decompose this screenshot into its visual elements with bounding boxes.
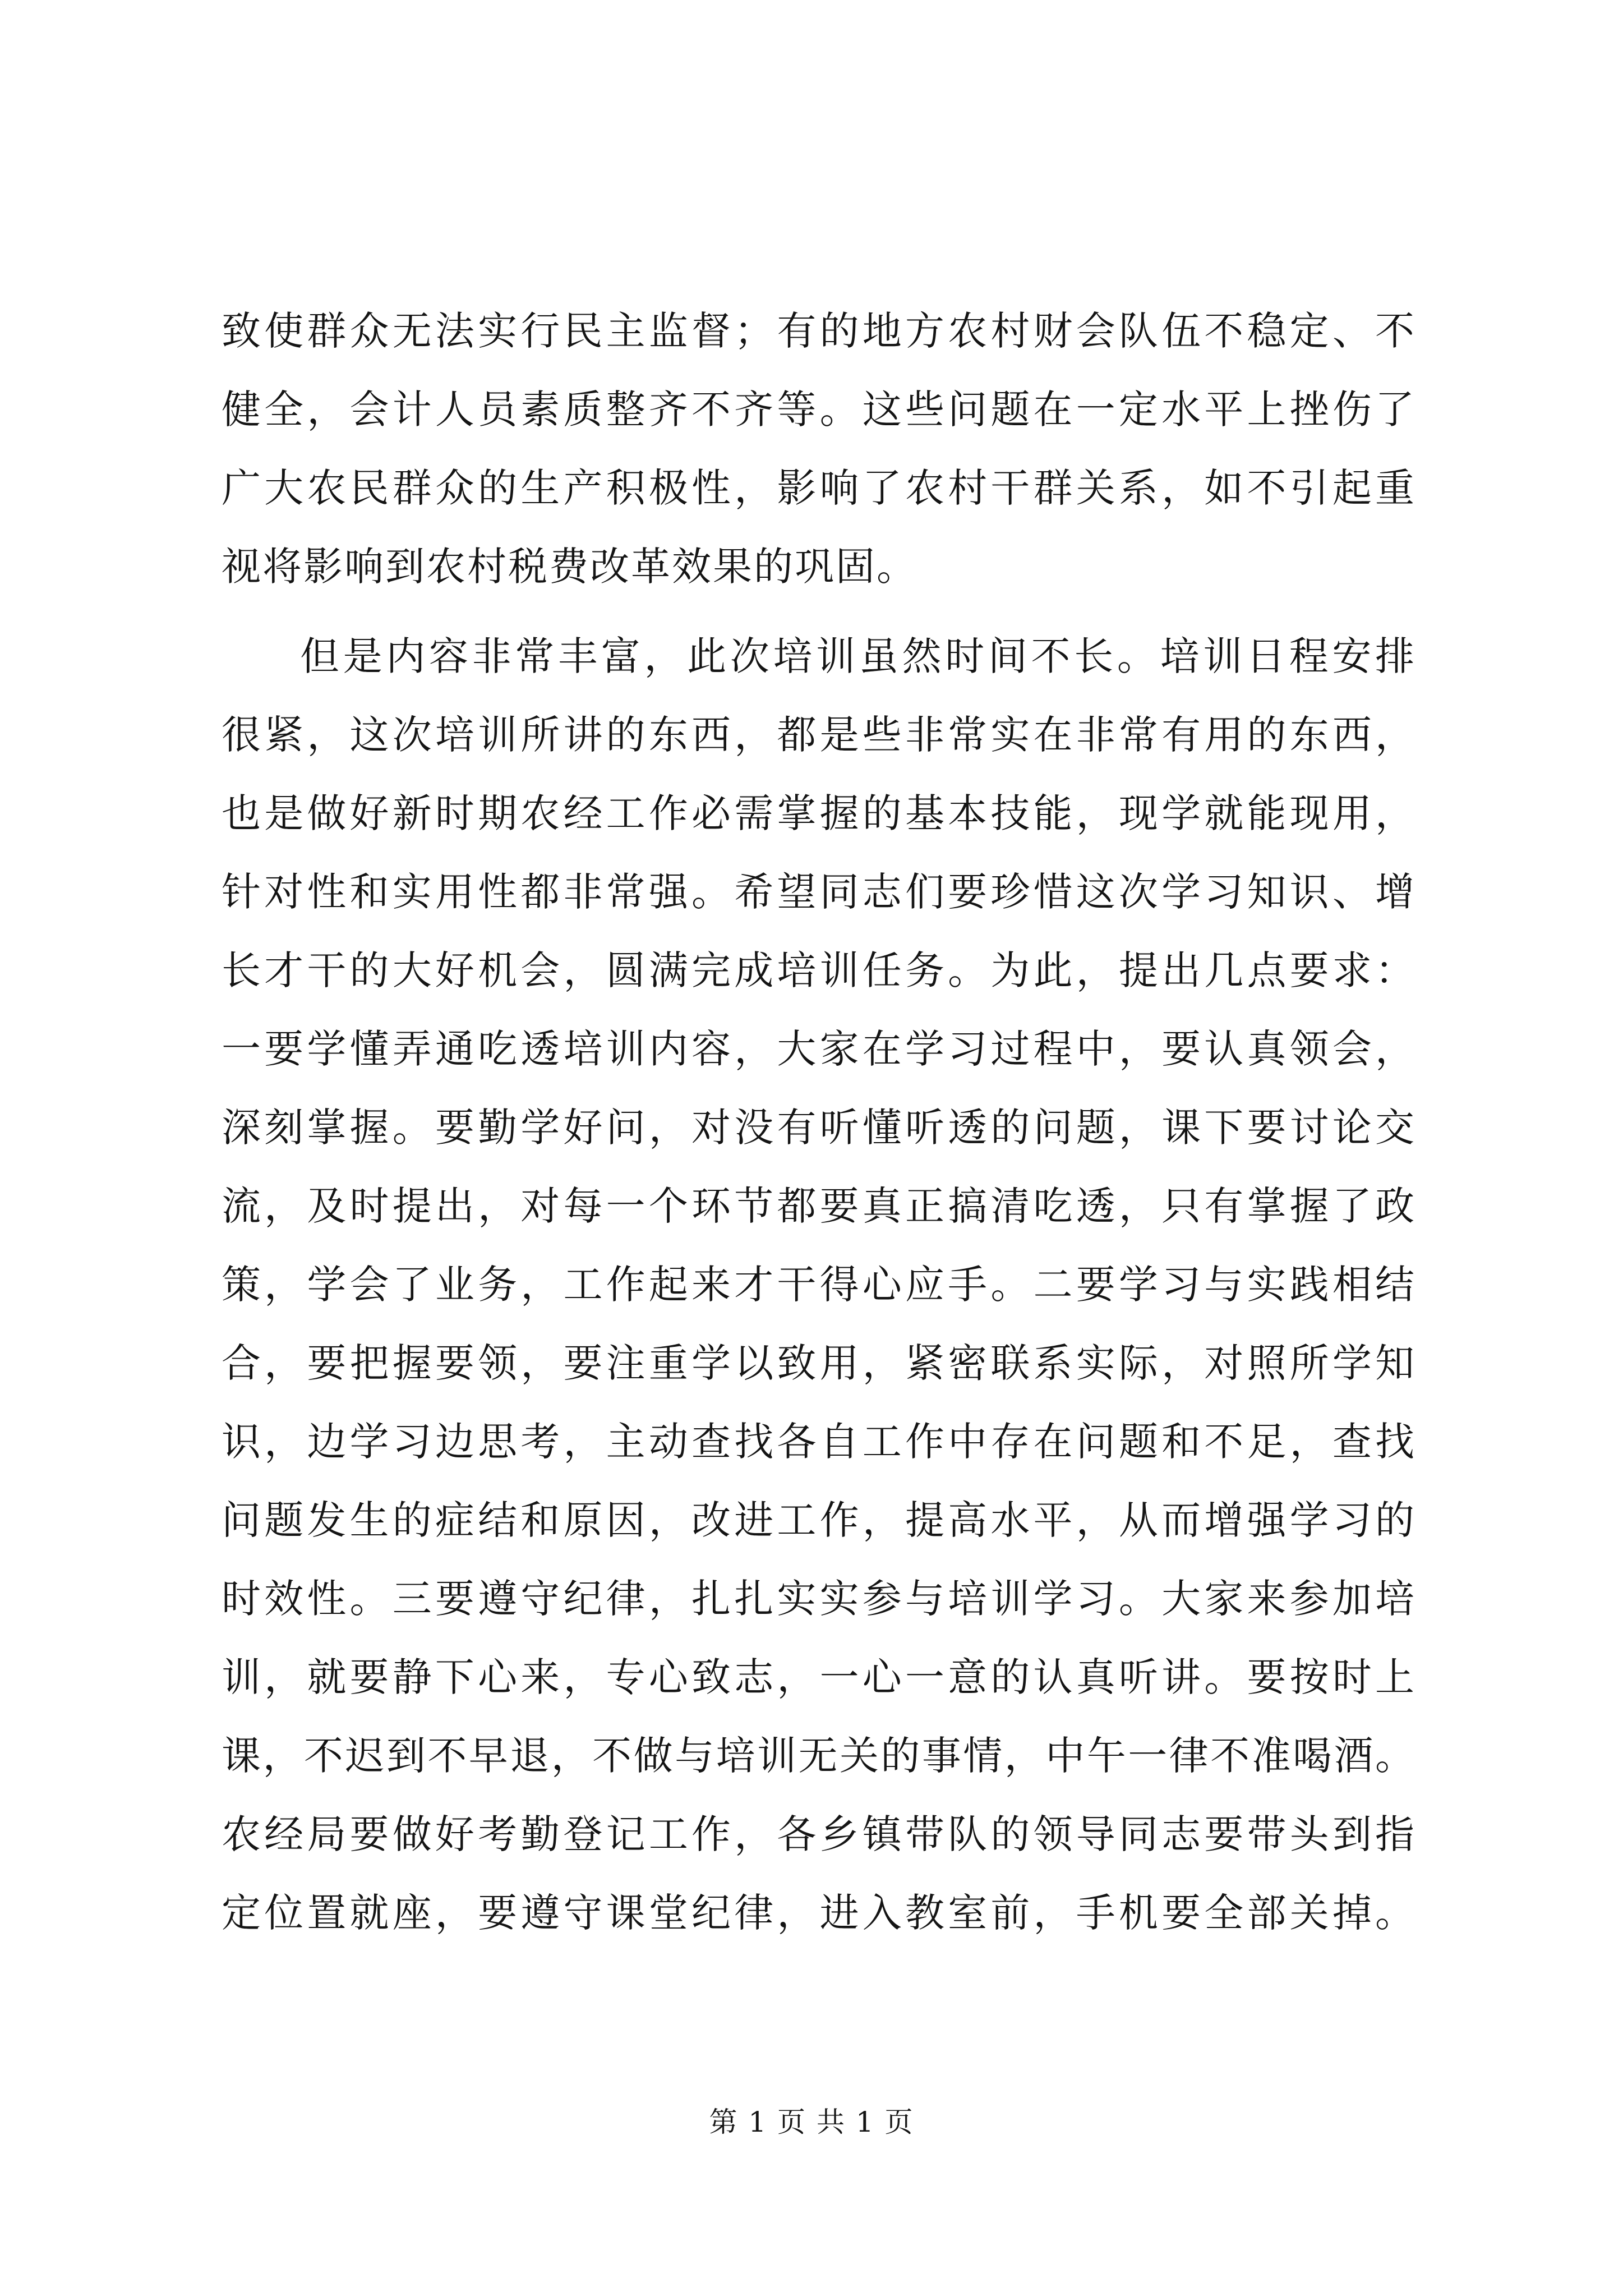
paragraph-2-line-3: 也是做好新时期农经工作必需掌握的基本技能，现学就能现用， xyxy=(222,790,1416,836)
page-number-footer: 第 1 页 共 1 页 xyxy=(709,2106,914,2138)
paragraph-2-line-7: 深刻掌握。要勤学好问，对没有听懂听透的问题，课下要讨论交 xyxy=(222,1105,1416,1151)
paragraph-2-line-1: 但是内容非常丰富，此次培训虽然时间不长。培训日程安排 xyxy=(300,633,1416,679)
paragraph-1-line-4: 视将影响到农村税费改革效果的巩固。 xyxy=(222,544,917,590)
paragraph-2-line-11: 识，边学习边思考，主动查找各自工作中存在问题和不足，查找 xyxy=(222,1419,1416,1465)
paragraph-2-line-14: 训，就要静下心来，专心致志，一心一意的认真听讲。要按时上 xyxy=(222,1654,1416,1700)
paragraph-2-line-15: 课，不迟到不早退，不做与培训无关的事情，中午一律不准喝酒。 xyxy=(222,1733,1416,1779)
paragraph-1-line-3: 广大农民群众的生产积极性，影响了农村干群关系，如不引起重 xyxy=(222,465,1416,511)
paragraph-2-line-13: 时效性。三要遵守纪律，扎扎实实参与培训学习。大家来参加培 xyxy=(222,1576,1416,1622)
paragraph-2-line-9: 策，学会了业务，工作起来才干得心应手。二要学习与实践相结 xyxy=(222,1262,1416,1308)
paragraph-2-line-6: 一要学懂弄通吃透培训内容，大家在学习过程中，要认真领会， xyxy=(222,1026,1416,1072)
paragraph-2-line-10: 合，要把握要领，要注重学以致用，紧密联系实际，对照所学知 xyxy=(222,1340,1416,1386)
paragraph-2-line-8: 流，及时提出，对每一个环节都要真正搞清吃透，只有掌握了政 xyxy=(222,1183,1416,1229)
paragraph-1-line-2: 健全，会计人员素质整齐不齐等。这些问题在一定水平上挫伤了 xyxy=(222,386,1416,432)
paragraph-2-line-16: 农经局要做好考勤登记工作，各乡镇带队的领导同志要带头到指 xyxy=(222,1811,1416,1857)
paragraph-2-line-4: 针对性和实用性都非常强。希望同志们要珍惜这次学习知识、增 xyxy=(222,869,1416,915)
paragraph-2-line-2: 很紧，这次培训所讲的东西，都是些非常实在非常有用的东西， xyxy=(222,712,1416,758)
paragraph-2-line-12: 问题发生的症结和原因，改进工作，提高水平，从而增强学习的 xyxy=(222,1497,1416,1543)
paragraph-2-line-5: 长才干的大好机会，圆满完成培训任务。为此，提出几点要求： xyxy=(222,947,1416,993)
paragraph-1-line-1: 致使群众无法实行民主监督；有的地方农村财会队伍不稳定、不 xyxy=(222,308,1416,354)
paragraph-2-line-17: 定位置就座，要遵守课堂纪律，进入教室前，手机要全部关掉。 xyxy=(222,1890,1416,1936)
